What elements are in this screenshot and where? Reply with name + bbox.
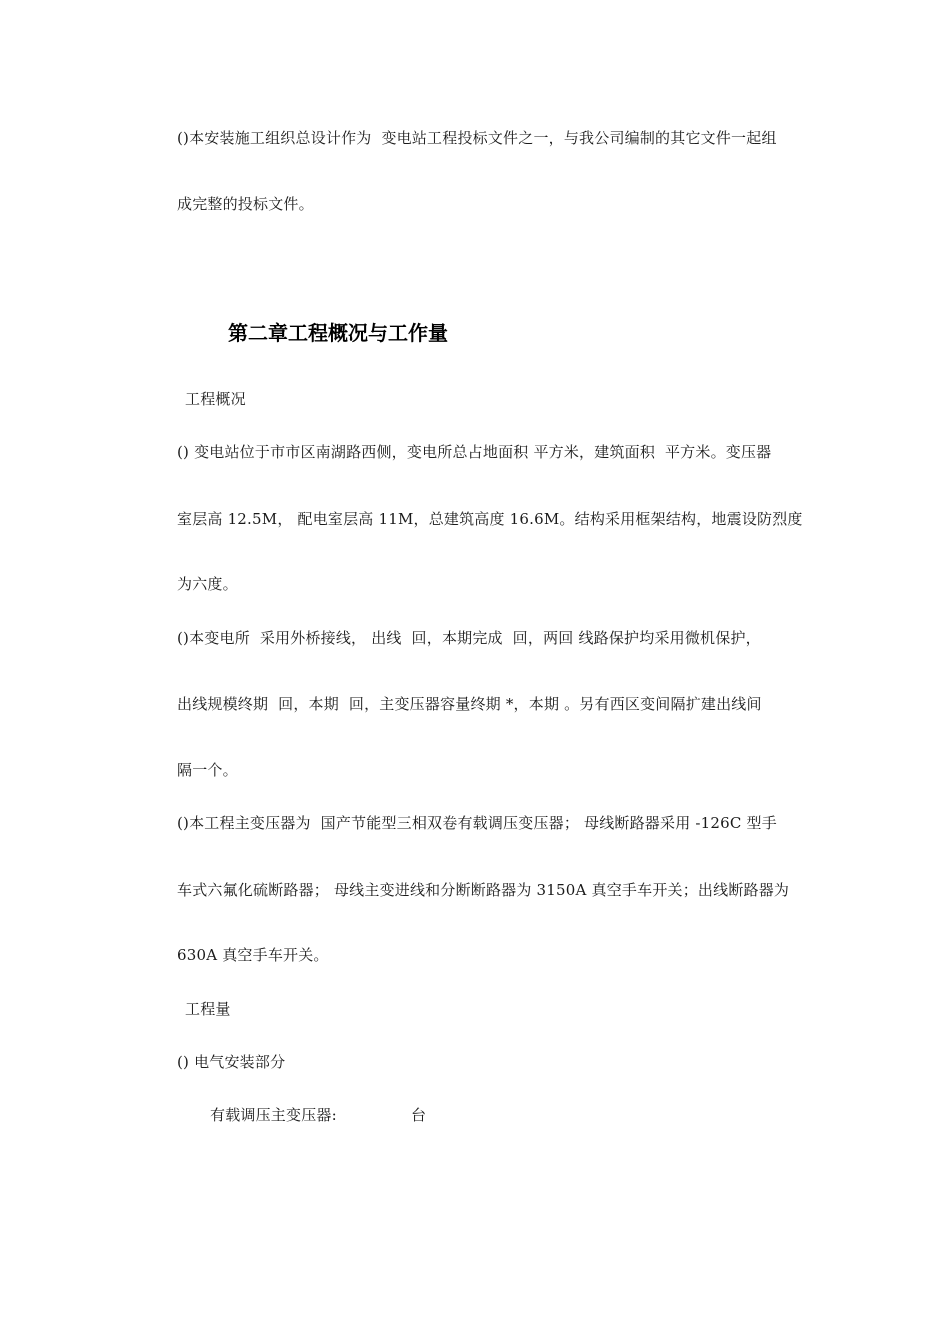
chapter-title: 第二章工程概况与工作量 bbox=[228, 321, 448, 345]
workload-item-unit: 台 bbox=[411, 1106, 427, 1124]
overview-heading: 工程概况 bbox=[185, 390, 246, 408]
workload-item-label: 有载调压主变压器: bbox=[210, 1106, 337, 1124]
intro-line-1: ()本安装施工组织总设计作为 变电站工程投标文件之一，与我公司编制的其它文件一起组 bbox=[177, 129, 777, 147]
intro-line-2: 成完整的投标文件。 bbox=[177, 195, 314, 213]
workload-heading: 工程量 bbox=[185, 1000, 231, 1018]
overview-p1-line-2: 室层高 12.5M， 配电室层高 11M，总建筑高度 16.6M。结构采用框架结构，地震设防烈度 bbox=[177, 510, 803, 528]
overview-p1-line-1: () 变电站位于市市区南湖路西侧，变电所总占地面积 平方米，建筑面积 平方米。变压器 bbox=[177, 443, 772, 461]
overview-p3-line-3: 630A 真空手车开关。 bbox=[177, 946, 329, 964]
overview-p3-line-2: 车式六氟化硫断路器； 母线主变进线和分断断路器为 3150A 真空手车开关；出线断路器为 bbox=[177, 881, 790, 899]
overview-p2-line-1: ()本变电所 采用外桥接线， 出线 回，本期完成 回，两回 线路保护均采用微机保护， bbox=[177, 629, 761, 647]
overview-p3-line-1: ()本工程主变压器为 国产节能型三相双卷有载调压变压器； 母线断路器采用 -126C 型手 bbox=[177, 814, 777, 832]
workload-section: () 电气安装部分 bbox=[177, 1053, 286, 1071]
overview-p2-line-2: 出线规模终期 回，本期 回，主变压器容量终期 *，本期 。另有西区变间隔扩建出线间 bbox=[177, 695, 762, 713]
overview-p2-line-3: 隔一个。 bbox=[177, 761, 238, 779]
overview-p1-line-3: 为六度。 bbox=[177, 575, 238, 593]
